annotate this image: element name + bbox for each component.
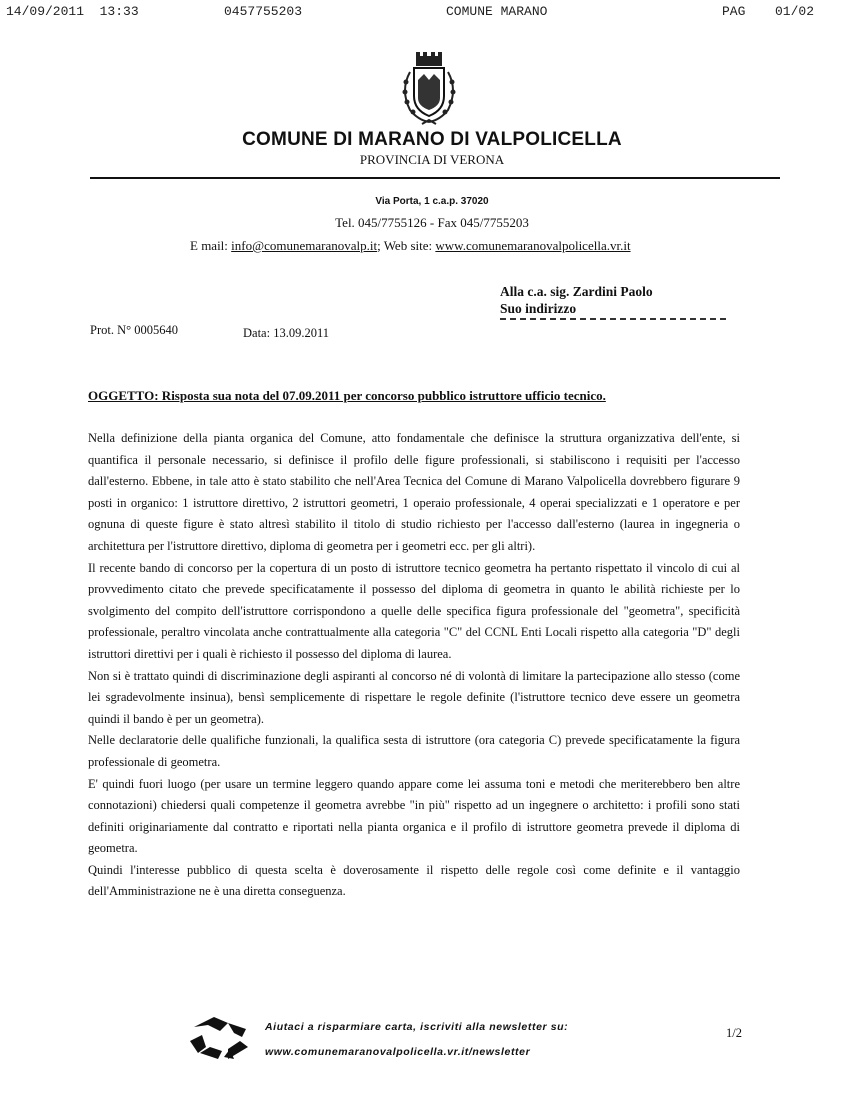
newsletter-url[interactable]: www.comunemaranovalpolicella.vr.it/newsletter [265,1046,531,1058]
contact-line [190,238,631,254]
fax-page-value: 01/02 [775,4,815,19]
fax-datetime: 14/09/2011 13:33 [6,4,139,19]
protocol-number: Prot. N° 0005640 [90,323,178,337]
body-paragraph: Non si è trattato quindi di discriminazione degli aspiranti al concorso né di volontà di limitare la partecipazione allo stesso (come lei sgradevolmente insinua), bensì semplicemente di rispettare le regole definite (l'istruttore tecnico deve essere un geometra quindi il bando è per un geometra). [88,668,740,726]
province-subtitle: PROVINCIA DI VERONA [359,152,505,167]
website-link[interactable]: www.comunemaranovalpolicella.vr.it [435,238,631,253]
page-number: 1/2 [726,1026,742,1040]
subject-line: OGGETTO: Risposta sua nota del 07.09.2011 per concorso pubblico istruttore ufficio tecnico. [88,388,606,403]
header-divider [90,177,780,179]
email-label: E mail: [190,238,232,253]
website-label: ; Web site: [377,238,436,253]
body-paragraph: E' quindi fuori luogo (per usare un termine leggero quando appare come lei assuma toni e metodi che meriterebbero ben altre connotazioni) chiedersi quali competenze il geometra avrebbe "in più" rispetto ad un ingegnere o architetto: i profili sono stati definiti originariamente dal contratto e riportati nella pianta organica e il profilo di istruttore geometra prevede il diploma di geometra. [88,776,740,856]
fax-page-label: PAG [722,4,746,19]
recipient-block [500,283,653,317]
street-address: Via Porta, 1 c.a.p. 37020 [375,196,489,207]
municipality-title: COMUNE DI MARANO DI VALPOLICELLA [242,129,622,150]
fax-sender: COMUNE MARANO [446,4,548,19]
email-link[interactable]: info@comunemaranovalp.it [231,238,378,253]
fax-number: 0457755203 [224,4,303,19]
recycle-icon [188,1013,254,1063]
address-placeholder-line [500,318,726,320]
body-paragraph: Quindi l'interesse pubblico di questa scelta è doverosamente il rispetto delle regole così come definite e il vantaggio dell'Amministrazione ne è una diretta conseguenza. [88,862,740,899]
body-paragraph: Il recente bando di concorso per la copertura di un posto di istruttore tecnico geometra ha pertanto rispettato il vincolo di cui al provvedimento citato che prevede specificatamente il possesso del diploma di geometra in quanto le abilità richieste per lo svolgimento del compito dell'istruttore corrispondono a quelle delle specifica figura professionale del "geometra", specificità professionale, peraltro vincolata anche contrattualmente alla categoria "C" del CCNL Enti Locali rispetto alla categoria "D" degli istruttori direttivi per i quali è richiesto il possesso del diploma di laurea. [88,560,740,661]
letter-body [88,428,740,903]
phone-fax: Tel. 045/7755126 - Fax 045/7755203 [335,215,529,230]
body-paragraph: Nelle declaratorie delle qualifiche funzionali, la qualifica sesta di istruttore (ora categoria C) prevede specificatamente la figura professionale di geometra. [88,733,740,769]
recipient-name: Alla c.a. sig. Zardini Paolo [500,284,653,299]
newsletter-prompt: Aiutaci a risparmiare carta, iscriviti alla newsletter su: [265,1021,569,1033]
coat-of-arms-icon [396,50,462,130]
letter-date: Data: 13.09.2011 [243,326,329,340]
body-paragraph: Nella definizione della pianta organica del Comune, atto fondamentale che definisce la struttura organizzativa dell'ente, si quantifica il personale necessario, si definisce il profilo delle figure professionali, si stabiliscono i requisiti per l'accesso dall'esterno. Ebbene, in tale atto è stato stabilito che nell'Area Tecnica del Comune di Marano Valpolicella dovrebbero figurare 9 posti in organico: 1 istruttore direttivo, 2 istruttori geometri, 1 operaio professionale, 4 operai specializzati e 1 operatore e per ognuna di queste figure è stato altresì stabilito il titolo di studio richiesto per l'accesso dall'esterno (laurea in ingegneria o architettura per l'istruttore direttivo, diploma di geometra per i geometri ecc. per gli altri). [88,431,740,553]
recipient-address: Suo indirizzo [500,301,577,316]
